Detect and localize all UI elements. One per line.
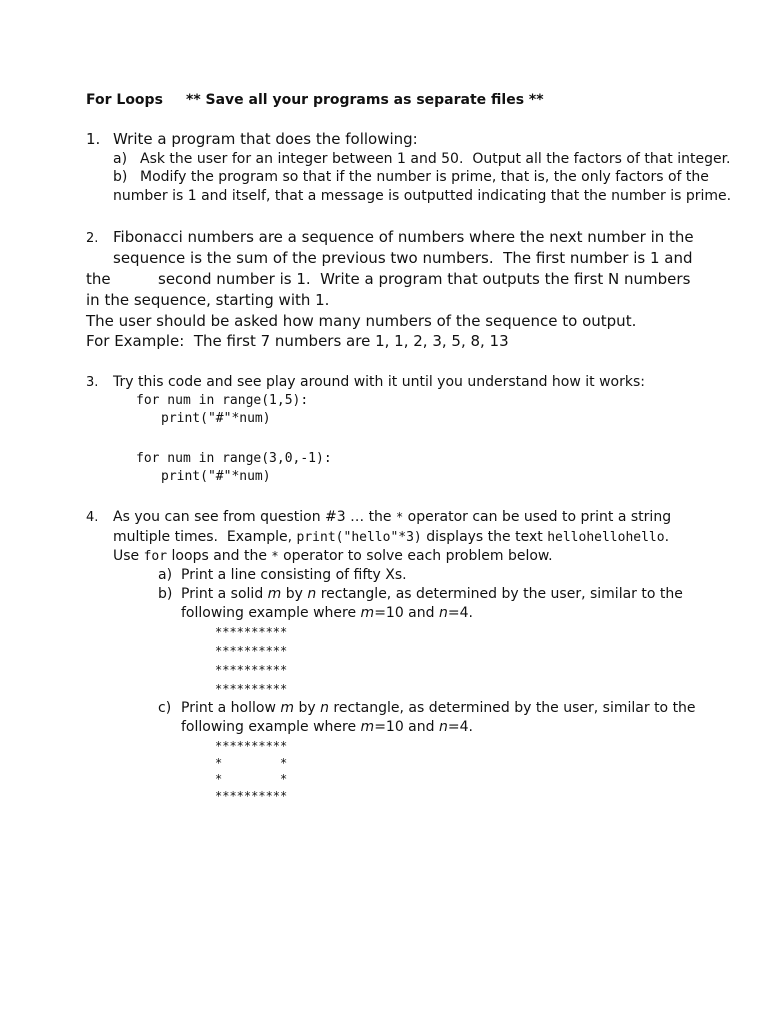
- q4-c-text-line-2: following example where m=10 and n=4.: [181, 719, 473, 735]
- q3-code-2-line-2: print("#"*num): [161, 469, 271, 484]
- q1-a-label: a): [113, 151, 128, 167]
- q3-code-1-line-1: for num in range(1,5):: [136, 393, 309, 408]
- q4-line-1: As you can see from question #3 … the * operator can be used to print a string: [113, 509, 672, 525]
- q3-text: Try this code and see play around with it until you understand how it works:: [113, 374, 645, 390]
- hollow-rectangle-row: **********: [215, 739, 288, 753]
- q4-c-label: c): [158, 700, 172, 716]
- hollow-rectangle-row: **********: [215, 789, 288, 803]
- q4-number: 4.: [86, 510, 99, 525]
- hollow-rectangle-row: * *: [215, 756, 288, 770]
- q1-a-text: Ask the user for an integer between 1 and 50. Output all the factors of that integer.: [140, 151, 731, 167]
- q4-b-text: Print a solid m by n rectangle, as determined by the user, similar to the: [181, 586, 683, 602]
- q1-number: 1.: [86, 130, 101, 148]
- page-title: For Loops: [86, 92, 163, 108]
- q1-b-continued: number is 1 and itself, that a message is outputted indicating that the number is prime.: [113, 188, 732, 204]
- q4-a-text: Print a line consisting of fifty Xs.: [181, 567, 407, 583]
- q2-line-2: sequence is the sum of the previous two numbers. The first number is 1 and: [113, 249, 693, 267]
- q2-line-5: The user should be asked how many numbers of the sequence to output.: [86, 312, 637, 330]
- solid-rectangle-row: **********: [215, 663, 288, 677]
- q3-code-2-line-1: for num in range(3,0,-1):: [136, 451, 332, 466]
- q1-text: Write a program that does the following:: [113, 130, 418, 148]
- q2-line-3-start: the: [86, 270, 111, 288]
- q1-b-text: Modify the program so that if the number is prime, that is, the only factors of the: [140, 169, 709, 185]
- q3-code-1-line-2: print("#"*num): [161, 411, 271, 426]
- q4-b-label: b): [158, 586, 173, 602]
- q4-b-text-line-2: following example where m=10 and n=4.: [181, 605, 473, 621]
- solid-rectangle-row: **********: [215, 625, 288, 639]
- hollow-rectangle-row: * *: [215, 772, 288, 786]
- q2-number: 2.: [86, 231, 99, 246]
- q4-line-3: Use for loops and the * operator to solve each problem below.: [113, 548, 553, 564]
- q4-c-text: Print a hollow m by n rectangle, as determined by the user, similar to the: [181, 700, 696, 716]
- q2-line-1: Fibonacci numbers are a sequence of numbers where the next number in the: [113, 228, 694, 246]
- q3-number: 3.: [86, 375, 99, 390]
- solid-rectangle-row: **********: [215, 644, 288, 658]
- q4-a-label: a): [158, 567, 173, 583]
- q2-line-4: in the sequence, starting with 1.: [86, 291, 330, 309]
- q1-b-label: b): [113, 169, 128, 185]
- header-note: ** Save all your programs as separate files **: [186, 92, 544, 108]
- q2-line-3-end: second number is 1. Write a program that outputs the first N numbers: [158, 270, 691, 288]
- q2-line-6: For Example: The first 7 numbers are 1, 1, 2, 3, 5, 8, 13: [86, 332, 509, 350]
- solid-rectangle-row: **********: [215, 682, 288, 696]
- q4-line-2: multiple times. Example, print("hello"*3) displays the text hellohellohello.: [113, 529, 670, 545]
